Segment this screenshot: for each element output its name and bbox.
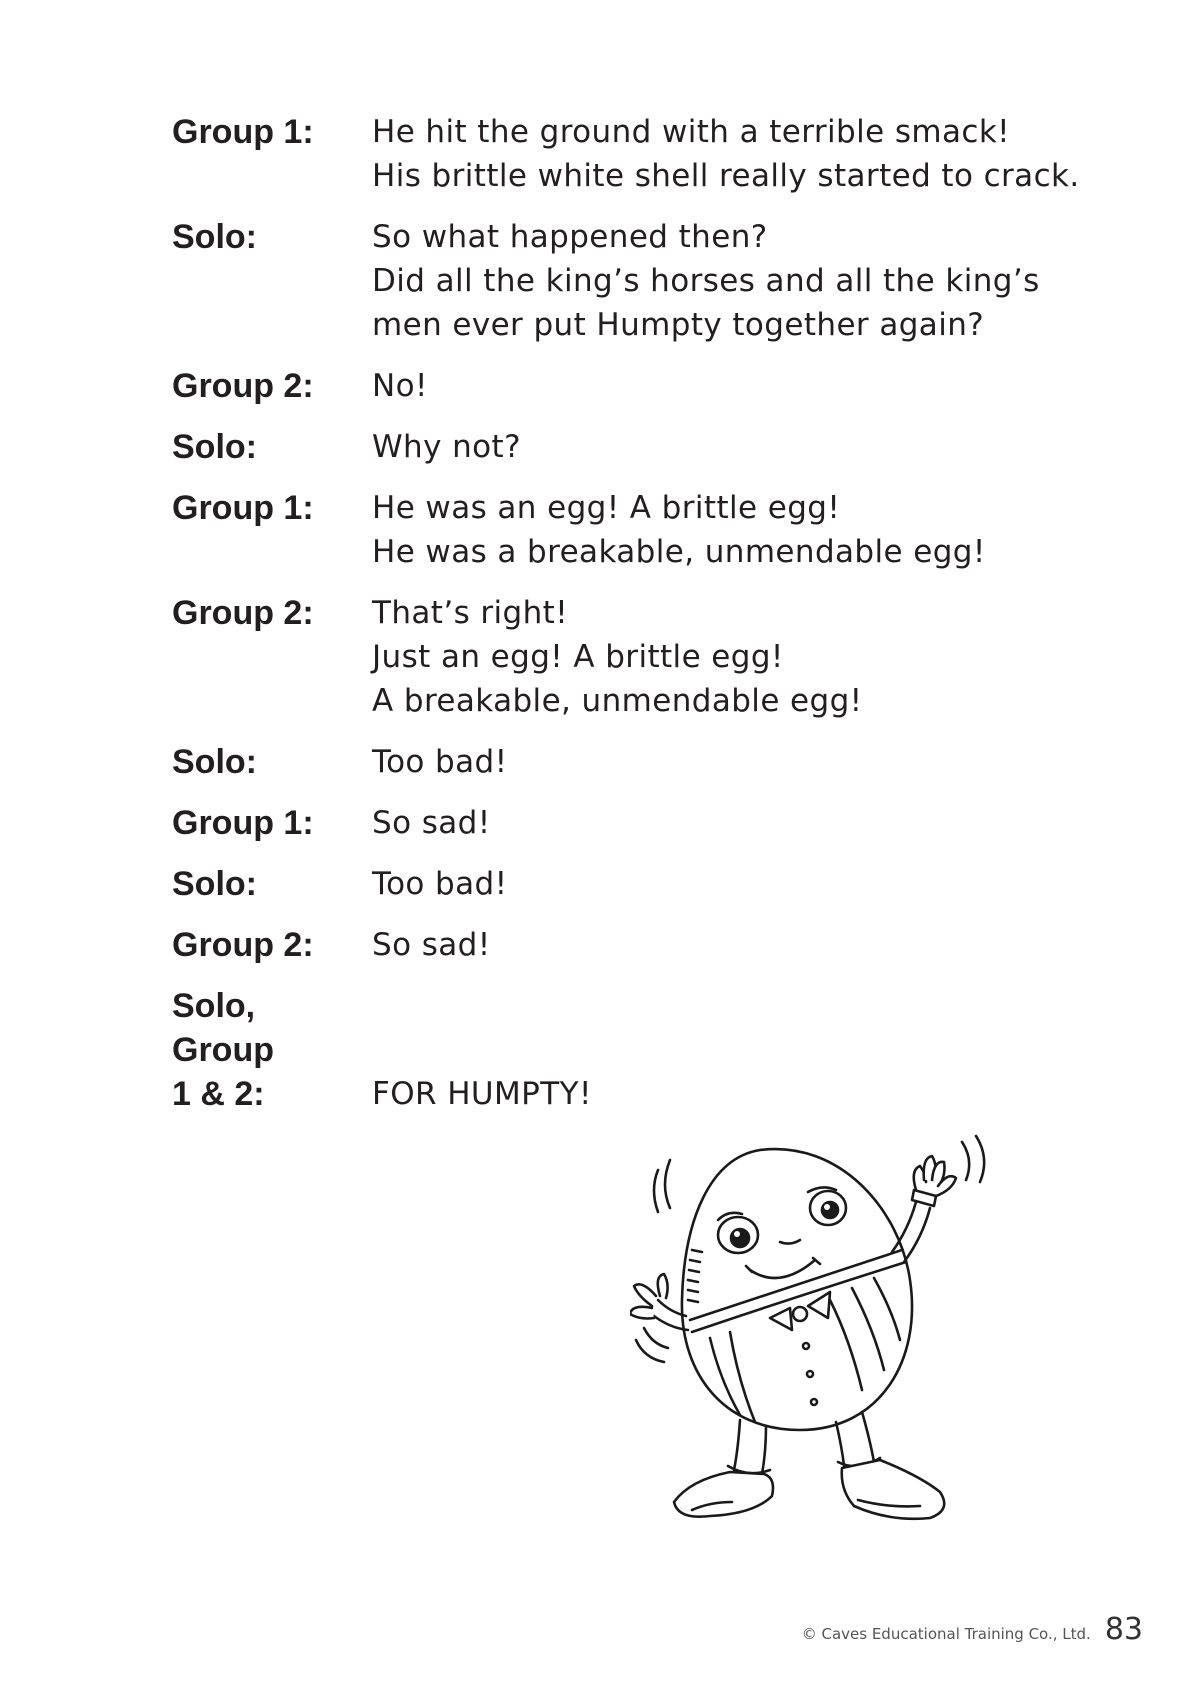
speaker-label-line: 1 & 2: xyxy=(172,1075,265,1113)
dialogue-lines xyxy=(372,364,1132,408)
dialogue-entry xyxy=(172,425,1132,469)
dialogue-entry xyxy=(172,923,1132,967)
speaker-label: Solo: xyxy=(172,743,257,781)
dialogue-line: No! xyxy=(372,368,428,404)
dialogue-line: He was a breakable, unmendable egg! xyxy=(372,534,986,570)
speaker-label: Group 2: xyxy=(172,594,314,632)
speaker-label-line: Solo, xyxy=(172,987,256,1025)
dialogue-line: So sad! xyxy=(372,805,491,841)
dialogue-entry xyxy=(172,364,1132,408)
dialogue-lines xyxy=(372,801,1132,845)
dialogue-lines xyxy=(372,984,1132,1116)
dialogue-lines xyxy=(372,740,1132,784)
page-number: 83 xyxy=(1104,1612,1143,1647)
dialogue-lines xyxy=(372,215,1132,347)
dialogue-entry xyxy=(172,486,1132,574)
dialogue-line: So sad! xyxy=(372,927,491,963)
page-footer xyxy=(802,1612,1143,1647)
dialogue-lines xyxy=(372,862,1132,906)
speaker-label: Group 1: xyxy=(172,804,314,842)
speaker-label xyxy=(172,984,372,1116)
dialogue-line: He hit the ground with a terrible smack! xyxy=(372,114,1011,150)
speaker-label: Group 2: xyxy=(172,367,314,405)
dialogue-line: Too bad! xyxy=(372,744,508,780)
dialogue-line: Did all the king’s horses and all the king’s xyxy=(372,263,1040,299)
script-dialogue xyxy=(172,110,1132,1133)
dialogue-line: Just an egg! A brittle egg! xyxy=(372,639,784,675)
dialogue-line: A breakable, unmendable egg! xyxy=(372,683,863,719)
speaker-label: Solo: xyxy=(172,865,257,903)
humpty-dumpty-illustration xyxy=(630,1130,1060,1550)
dialogue-line: FOR HUMPTY! xyxy=(372,1076,592,1112)
speaker-label: Group 1: xyxy=(172,489,314,527)
dialogue-lines xyxy=(372,486,1132,574)
dialogue-line: men ever put Humpty together again? xyxy=(372,307,985,343)
speaker-label-line: Group xyxy=(172,1031,274,1069)
dialogue-entry xyxy=(172,110,1132,198)
dialogue-entry xyxy=(172,591,1132,723)
dialogue-line: Why not? xyxy=(372,429,521,465)
speaker-label: Group 2: xyxy=(172,926,314,964)
dialogue-entry xyxy=(172,215,1132,347)
speaker-label: Group 1: xyxy=(172,113,314,151)
dialogue-line: So what happened then? xyxy=(372,219,768,255)
copyright-notice: © Caves Educational Training Co., Ltd. xyxy=(801,1625,1091,1643)
dialogue-line: That’s right! xyxy=(372,595,569,631)
speaker-label: Solo: xyxy=(172,218,257,256)
dialogue-line: He was an egg! A brittle egg! xyxy=(372,490,841,526)
dialogue-lines xyxy=(372,923,1132,967)
speaker-label: Solo: xyxy=(172,428,257,466)
dialogue-entry-final xyxy=(172,984,1132,1116)
dialogue-lines xyxy=(372,425,1132,469)
dialogue-lines xyxy=(372,591,1132,723)
dialogue-line: Too bad! xyxy=(372,866,508,902)
dialogue-entry xyxy=(172,740,1132,784)
dialogue-entry xyxy=(172,862,1132,906)
dialogue-line: His brittle white shell really started to crack. xyxy=(372,158,1080,194)
dialogue-entry xyxy=(172,801,1132,845)
dialogue-lines xyxy=(372,110,1132,198)
